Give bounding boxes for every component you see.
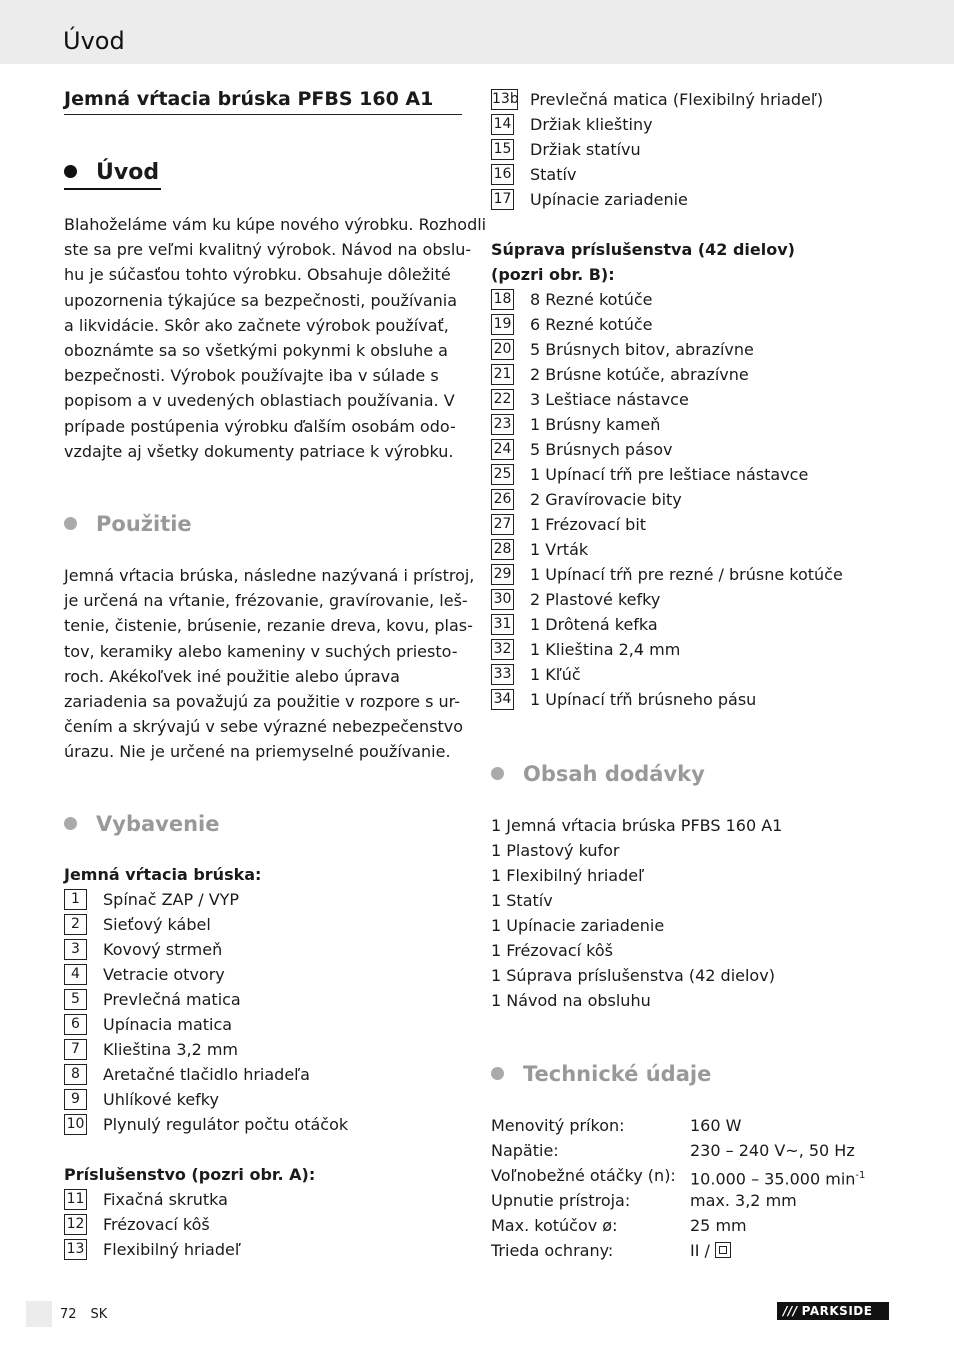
item-number: 21 bbox=[491, 364, 514, 385]
list-item bbox=[64, 1087, 348, 1112]
spec-superscript: -1 bbox=[855, 1170, 866, 1181]
item-label: 1 Brúsny kameň bbox=[530, 415, 661, 434]
kit-list bbox=[491, 287, 843, 712]
bullet-dot-icon bbox=[64, 517, 77, 530]
item-label: 1 Drôtená kefka bbox=[530, 615, 658, 634]
item-label: 3 Leštiace nástavce bbox=[530, 390, 689, 409]
item-number: 30 bbox=[491, 589, 514, 610]
item-label: Plynulý regulátor počtu otáčok bbox=[103, 1115, 349, 1134]
footer-marker bbox=[26, 1301, 52, 1327]
item-number: 2 bbox=[64, 914, 87, 935]
list-item bbox=[64, 1012, 348, 1037]
intro-text: Blahoželáme vám ku kúpe nového výrobku. Rozhodli ste sa pre veľmi kvalitný výrobok. Návod na obslu- hu je súčasťou tohto výrobku. Obsahuje dôležité upozornenia týkajúce sa bezpečnosti, používania a likvidácie. Skôr ako začnete výrobok používať, oboznámte sa so všetkými pokynmi k obsluhe a bezpečnosti. Výrobok používajte iba v súlade s popisom a v uvedených oblastiach používania. V prípade postúpenia výrobku ďalším osobám odo- vzdajte aj všetky dokumenty patriace k výrobku. bbox=[64, 215, 487, 461]
list-item bbox=[64, 1237, 241, 1262]
item-label: Flexibilný hriadeľ bbox=[103, 1240, 241, 1259]
parkside-logo: /// PARKSIDE bbox=[777, 1302, 889, 1320]
document-title: Jemná vŕtacia brúska PFBS 160 A1 bbox=[64, 86, 462, 115]
list-item bbox=[491, 637, 843, 662]
list-item bbox=[64, 887, 348, 912]
item-label: 5 Brúsnych bitov, abrazívne bbox=[530, 340, 754, 359]
footer bbox=[60, 1306, 121, 1324]
item-number: 7 bbox=[64, 1039, 87, 1060]
item-number: 8 bbox=[64, 1064, 87, 1085]
list-item bbox=[491, 587, 843, 612]
list-item bbox=[491, 387, 843, 412]
spec-key: Max. kotúčov ø: bbox=[491, 1216, 618, 1235]
item-label: 6 Rezné kotúče bbox=[530, 315, 653, 334]
item-number: 27 bbox=[491, 514, 514, 535]
item-label: 5 Brúsnych pásov bbox=[530, 440, 673, 459]
item-number: 25 bbox=[491, 464, 514, 485]
list-item bbox=[491, 687, 843, 712]
item-label: Upínacia matica bbox=[103, 1015, 233, 1034]
spec-key: Napätie: bbox=[491, 1141, 559, 1160]
item-number: 34 bbox=[491, 689, 514, 710]
item-label: Uhlíkové kefky bbox=[103, 1090, 219, 1109]
item-number: 29 bbox=[491, 564, 514, 585]
item-number: 17 bbox=[491, 189, 514, 210]
delivery-item: 1 Flexibilný hriadeľ bbox=[491, 866, 645, 885]
item-label: Prevlečná matica (Flexibilný hriadeľ) bbox=[530, 90, 824, 109]
section-heading-delivery: Obsah dodávky bbox=[491, 760, 705, 788]
spec-key: Trieda ochrany: bbox=[491, 1241, 614, 1260]
item-label: Upínacie zariadenie bbox=[530, 190, 688, 209]
delivery-item: 1 Jemná vŕtacia brúska PFBS 160 A1 bbox=[491, 816, 783, 835]
item-label: 2 Brúsne kotúče, abrazívne bbox=[530, 365, 749, 384]
spec-value: 230 – 240 V~, 50 Hz bbox=[690, 1141, 855, 1160]
item-label: 2 Plastové kefky bbox=[530, 590, 661, 609]
section-heading-tech: Technické údaje bbox=[491, 1060, 711, 1088]
list-item bbox=[491, 362, 843, 387]
item-number: 16 bbox=[491, 164, 514, 185]
list-item bbox=[64, 912, 348, 937]
list-item bbox=[491, 137, 823, 162]
item-number: 20 bbox=[491, 339, 514, 360]
list-item bbox=[491, 662, 843, 687]
delivery-item: 1 Súprava príslušenstva (42 dielov) bbox=[491, 966, 775, 985]
delivery-list bbox=[491, 813, 782, 1013]
list-item bbox=[64, 962, 348, 987]
delivery-item: 1 Upínacie zariadenie bbox=[491, 916, 665, 935]
section-heading-intro: Úvod bbox=[64, 158, 161, 190]
protection-class-ii-icon bbox=[715, 1242, 731, 1258]
accessory-list bbox=[64, 1187, 241, 1262]
spec-value: 160 W bbox=[690, 1116, 742, 1135]
item-label: Prevlečná matica bbox=[103, 990, 241, 1009]
bullet-dot-icon bbox=[64, 817, 77, 830]
list-item bbox=[64, 1062, 348, 1087]
item-number: 10 bbox=[64, 1114, 87, 1135]
section-heading-equipment: Vybavenie bbox=[64, 810, 219, 838]
item-label: Statív bbox=[530, 165, 577, 184]
list-item bbox=[491, 162, 823, 187]
spec-value: II / bbox=[690, 1238, 731, 1263]
item-number: 6 bbox=[64, 1014, 87, 1035]
item-label: 1 Upínací tŕň pre rezné / brúsne kotúče bbox=[530, 565, 843, 584]
device-parts-list bbox=[64, 887, 348, 1137]
header-bar bbox=[0, 0, 954, 64]
list-item bbox=[64, 987, 348, 1012]
header-title: Úvod bbox=[63, 27, 125, 55]
spec-value: max. 3,2 mm bbox=[690, 1191, 797, 1210]
item-number: 19 bbox=[491, 314, 514, 335]
list-item bbox=[64, 937, 348, 962]
item-label: 8 Rezné kotúče bbox=[530, 290, 653, 309]
item-number: 3 bbox=[64, 939, 87, 960]
list-item bbox=[491, 187, 823, 212]
item-number: 11 bbox=[64, 1189, 87, 1210]
item-number: 18 bbox=[491, 289, 514, 310]
accessory-list-continued bbox=[491, 87, 823, 212]
bullet-dot-icon bbox=[64, 165, 77, 178]
item-label: Aretačné tlačidlo hriadeľa bbox=[103, 1065, 310, 1084]
list-item bbox=[491, 512, 843, 537]
list-item bbox=[491, 87, 823, 112]
list-item bbox=[491, 462, 843, 487]
item-number: 4 bbox=[64, 964, 87, 985]
bullet-dot-icon bbox=[491, 1067, 504, 1080]
logo-stripes-icon: /// bbox=[783, 1304, 798, 1318]
list-item bbox=[64, 1212, 241, 1237]
item-label: Držiak statívu bbox=[530, 140, 641, 159]
item-number: 15 bbox=[491, 139, 514, 160]
item-label: 1 Klieština 2,4 mm bbox=[530, 640, 681, 659]
accessory-title: Príslušenstvo (pozri obr. A): bbox=[64, 1165, 316, 1184]
item-label: 1 Upínací tŕň pre leštiace nástavce bbox=[530, 465, 809, 484]
list-item bbox=[491, 112, 823, 137]
spec-value: 25 mm bbox=[690, 1216, 747, 1235]
item-number: 9 bbox=[64, 1089, 87, 1110]
item-number: 12 bbox=[64, 1214, 87, 1235]
item-number: 23 bbox=[491, 414, 514, 435]
kit-title: Súprava príslušenstva (42 dielov) (pozri obr. B): bbox=[491, 240, 795, 284]
item-label: Vetracie otvory bbox=[103, 965, 225, 984]
item-label: 2 Gravírovacie bity bbox=[530, 490, 682, 509]
item-label: Spínač ZAP / VYP bbox=[103, 890, 240, 909]
device-parts-title: Jemná vŕtacia brúska: bbox=[64, 865, 262, 884]
item-label: Sieťový kábel bbox=[103, 915, 211, 934]
item-label: 1 Upínací tŕň brúsneho pásu bbox=[530, 690, 757, 709]
page-number: 72 bbox=[60, 1307, 77, 1322]
list-item bbox=[64, 1187, 241, 1212]
list-item bbox=[64, 1112, 348, 1137]
spec-key: Voľnobežné otáčky (n): bbox=[491, 1166, 676, 1185]
item-number: 14 bbox=[491, 114, 514, 135]
list-item bbox=[491, 487, 843, 512]
item-label: Frézovací kôš bbox=[103, 1215, 210, 1234]
list-item bbox=[491, 612, 843, 637]
item-number: 5 bbox=[64, 989, 87, 1010]
item-number: 1 bbox=[64, 889, 87, 910]
language-code: SK bbox=[90, 1307, 108, 1322]
list-item bbox=[491, 287, 843, 312]
bullet-dot-icon bbox=[491, 767, 504, 780]
list-item bbox=[491, 337, 843, 362]
delivery-item: 1 Návod na obsluhu bbox=[491, 991, 651, 1010]
item-number: 13b bbox=[491, 89, 518, 110]
item-label: Klieština 3,2 mm bbox=[103, 1040, 239, 1059]
item-label: 1 Kľúč bbox=[530, 665, 581, 684]
item-number: 13 bbox=[64, 1239, 87, 1260]
item-number: 33 bbox=[491, 664, 514, 685]
spec-value: 10.000 – 35.000 $\min^{-1}$ bbox=[690, 1169, 866, 1189]
list-item bbox=[491, 562, 843, 587]
item-label: Držiak klieštiny bbox=[530, 115, 653, 134]
list-item bbox=[491, 537, 843, 562]
list-item bbox=[491, 312, 843, 337]
item-number: 32 bbox=[491, 639, 514, 660]
item-label: Kovový strmeň bbox=[103, 940, 223, 959]
item-label: 1 Frézovací bit bbox=[530, 515, 647, 534]
list-item bbox=[64, 1037, 348, 1062]
item-label: 1 Vrták bbox=[530, 540, 589, 559]
section-heading-usage: Použitie bbox=[64, 510, 192, 538]
spec-key: Upnutie prístroja: bbox=[491, 1191, 631, 1210]
item-number: 28 bbox=[491, 539, 514, 560]
delivery-item: 1 Frézovací kôš bbox=[491, 941, 613, 960]
item-number: 31 bbox=[491, 614, 514, 635]
spec-key: Menovitý príkon: bbox=[491, 1116, 625, 1135]
item-label: Fixačná skrutka bbox=[103, 1190, 228, 1209]
delivery-item: 1 Statív bbox=[491, 891, 553, 910]
usage-text: Jemná vŕtacia brúska, následne nazývaná i prístroj, je určená na vŕtanie, frézovanie, gravírovanie, leš- tenie, čistenie, brúsenie, rezanie dreva, kovu, plas- tov, keramiky alebo kameniny v suchých priesto- roch. Akékoľvek iné použitie alebo úprava zariadenia sa považujú za použitie v rozpore s ur- čením a skrývajú v sebe výrazné nebezpečenstvo úrazu. Nie je určené na priemyselné používanie. bbox=[64, 566, 475, 762]
item-number: 26 bbox=[491, 489, 514, 510]
item-number: 22 bbox=[491, 389, 514, 410]
list-item bbox=[491, 412, 843, 437]
delivery-item: 1 Plastový kufor bbox=[491, 841, 620, 860]
item-number: 24 bbox=[491, 439, 514, 460]
list-item bbox=[491, 437, 843, 462]
